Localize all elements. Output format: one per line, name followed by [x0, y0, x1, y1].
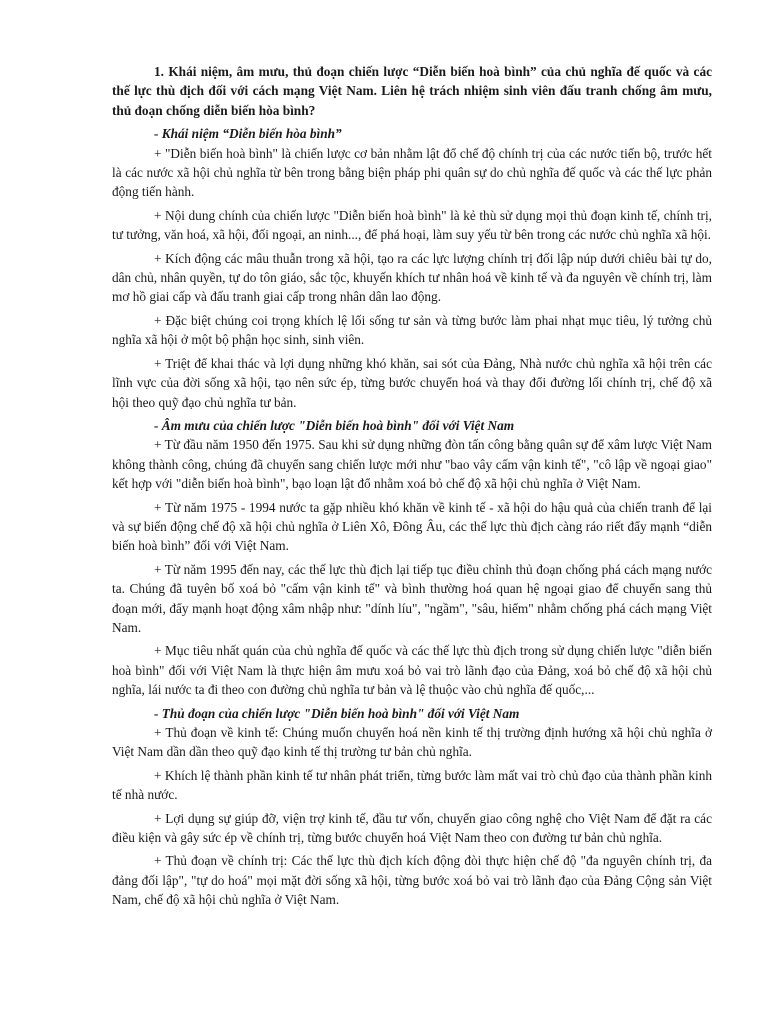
- paragraph: + Từ đầu năm 1950 đến 1975. Sau khi sử dụng những đòn tấn công bằng quân sự để xâm lược Việt Nam không thành công, chúng đã chuyển sang chiến lược mới như "bao vây cấm vận kinh tế", "cô lập về ngoại giao" kết hợp với "diễn biến hoà bình", bạo loạn lật đổ nhằm xoá bỏ chế độ xã hội chủ nghĩa ở Việt Nam.: [112, 437, 712, 492]
- paragraph: + Mục tiêu nhất quán của chủ nghĩa đế quốc và các thế lực thù địch trong sử dụng chiến lược "diễn biến hoà bình" đối với Việt Nam là thực hiện âm mưu xoá bỏ vai trò lãnh đạo của Đảng, xoá bỏ chế độ xã hội chủ nghĩa, lái nước ta đi theo con đường chủ nghĩa tư bản và lệ thuộc vào chủ nghĩa đế quốc,...: [112, 643, 712, 698]
- section-heading: - Thủ đoạn của chiến lược "Diễn biến hoà bình" đối với Việt Nam: [154, 705, 520, 721]
- paragraph: + Thủ đoạn về chính trị: Các thế lực thù địch kích động đòi thực hiện chế độ "đa nguyên chính trị, đa đảng đối lập", "tự do hoá" mọi mặt đời sống xã hội, từng bước xoá bỏ vai trò lãnh đạo của Đảng Cộng sản Việt Nam, chế độ xã hội chủ nghĩa ở Việt Nam.: [112, 853, 712, 908]
- section-tactics: [112, 704, 712, 910]
- paragraph: + Triệt để khai thác và lợi dụng những khó khăn, sai sót của Đảng, Nhà nước chủ nghĩa xã hội trên các lĩnh vực của đời sống xã hội, tạo nên sức ép, từng bước chuyển hoá và thay đổi đường lối chính trị, chế độ xã hội theo quỹ đạo chủ nghĩa tư bản.: [112, 355, 712, 410]
- paragraph: + Kích động các mâu thuẫn trong xã hội, tạo ra các lực lượng chính trị đối lập núp dưới chiêu bài tự do, dân chủ, nhân quyền, tự do tôn giáo, sắc tộc, khuyến khích tư nhân hoá về kinh tế và đa nguyên về chính trị, làm mơ hồ giai cấp và đấu tranh giai cấp trong nhân dân lao động.: [112, 250, 712, 305]
- section-concept: [112, 124, 712, 412]
- paragraph: + Từ năm 1975 - 1994 nước ta gặp nhiều khó khăn về kinh tế - xã hội do hậu quả của chiến tranh để lại và sự biến động chế độ xã hội chủ nghĩa ở Liên Xô, Đông Âu, các thế lực thù địch càng ráo riết đẩy mạnh “diễn biến hoà bình” đối với Việt Nam.: [112, 499, 712, 554]
- paragraph: + Từ năm 1995 đến nay, các thế lực thù địch lại tiếp tục điều chỉnh thủ đoạn chống phá cách mạng nước ta. Chúng đã tuyên bố xoá bỏ "cấm vận kinh tế" và bình thường hoá quan hệ ngoại giao để chuyển sang thủ đoạn mới, đẩy mạnh hoạt động xâm nhập như: "dính líu", "ngầm", "sâu, hiểm" nhằm chống phá cách mạng Việt Nam.: [112, 561, 712, 635]
- document-title: 1. Khái niệm, âm mưu, thủ đoạn chiến lược “Diễn biến hoà bình” của chủ nghĩa đế quốc và các thế lực thù địch đối với cách mạng Việt Nam. Liên hệ trách nhiệm sinh viên đấu tranh chống âm mưu, thủ đoạn chống diễn biến hòa bình?: [112, 64, 712, 118]
- paragraph: + "Diễn biến hoà bình" là chiến lược cơ bản nhằm lật đổ chế độ chính trị của các nước tiến bộ, trước hết là các nước xã hội chủ nghĩa từ bên trong bằng biện pháp phi quân sự do chủ nghĩa đế quốc và các thế lực phản động tiến hành.: [112, 145, 712, 200]
- section-plot: [112, 416, 712, 700]
- section-heading: - Âm mưu của chiến lược "Diễn biến hoà bình" đối với Việt Nam: [154, 417, 515, 433]
- paragraph: + Đặc biệt chúng coi trọng khích lệ lối sống tư sản và từng bước làm phai nhạt mục tiêu, lý tưởng chủ nghĩa xã hội ở một bộ phận học sinh, sinh viên.: [112, 312, 712, 348]
- paragraph: + Nội dung chính của chiến lược "Diễn biến hoà bình" là kẻ thù sử dụng mọi thủ đoạn kinh tế, chính trị, tư tưởng, văn hoá, xã hội, đối ngoại, an ninh..., để phá hoại, làm suy yếu từ bên trong các nước chủ nghĩa xã hội.: [112, 207, 712, 243]
- paragraph: + Khích lệ thành phần kinh tế tư nhân phát triển, từng bước làm mất vai trò chủ đạo của thành phần kinh tế nhà nước.: [112, 767, 712, 803]
- paragraph: + Thủ đoạn về kinh tế: Chúng muốn chuyển hoá nền kinh tế thị trường định hướng xã hội chủ nghĩa ở Việt Nam dần dần theo quỹ đạo kinh tế thị trường tư bản chủ nghĩa.: [112, 725, 712, 760]
- section-heading: - Khái niệm “Diễn biến hòa bình”: [154, 126, 342, 142]
- paragraph: + Lợi dụng sự giúp đỡ, viện trợ kinh tế, đầu tư vốn, chuyển giao công nghệ cho Việt Nam để đặt ra các điều kiện và gây sức ép về chính trị, từng bước chuyển hoá Việt Nam theo con đường tư bản chủ nghĩa.: [112, 810, 712, 846]
